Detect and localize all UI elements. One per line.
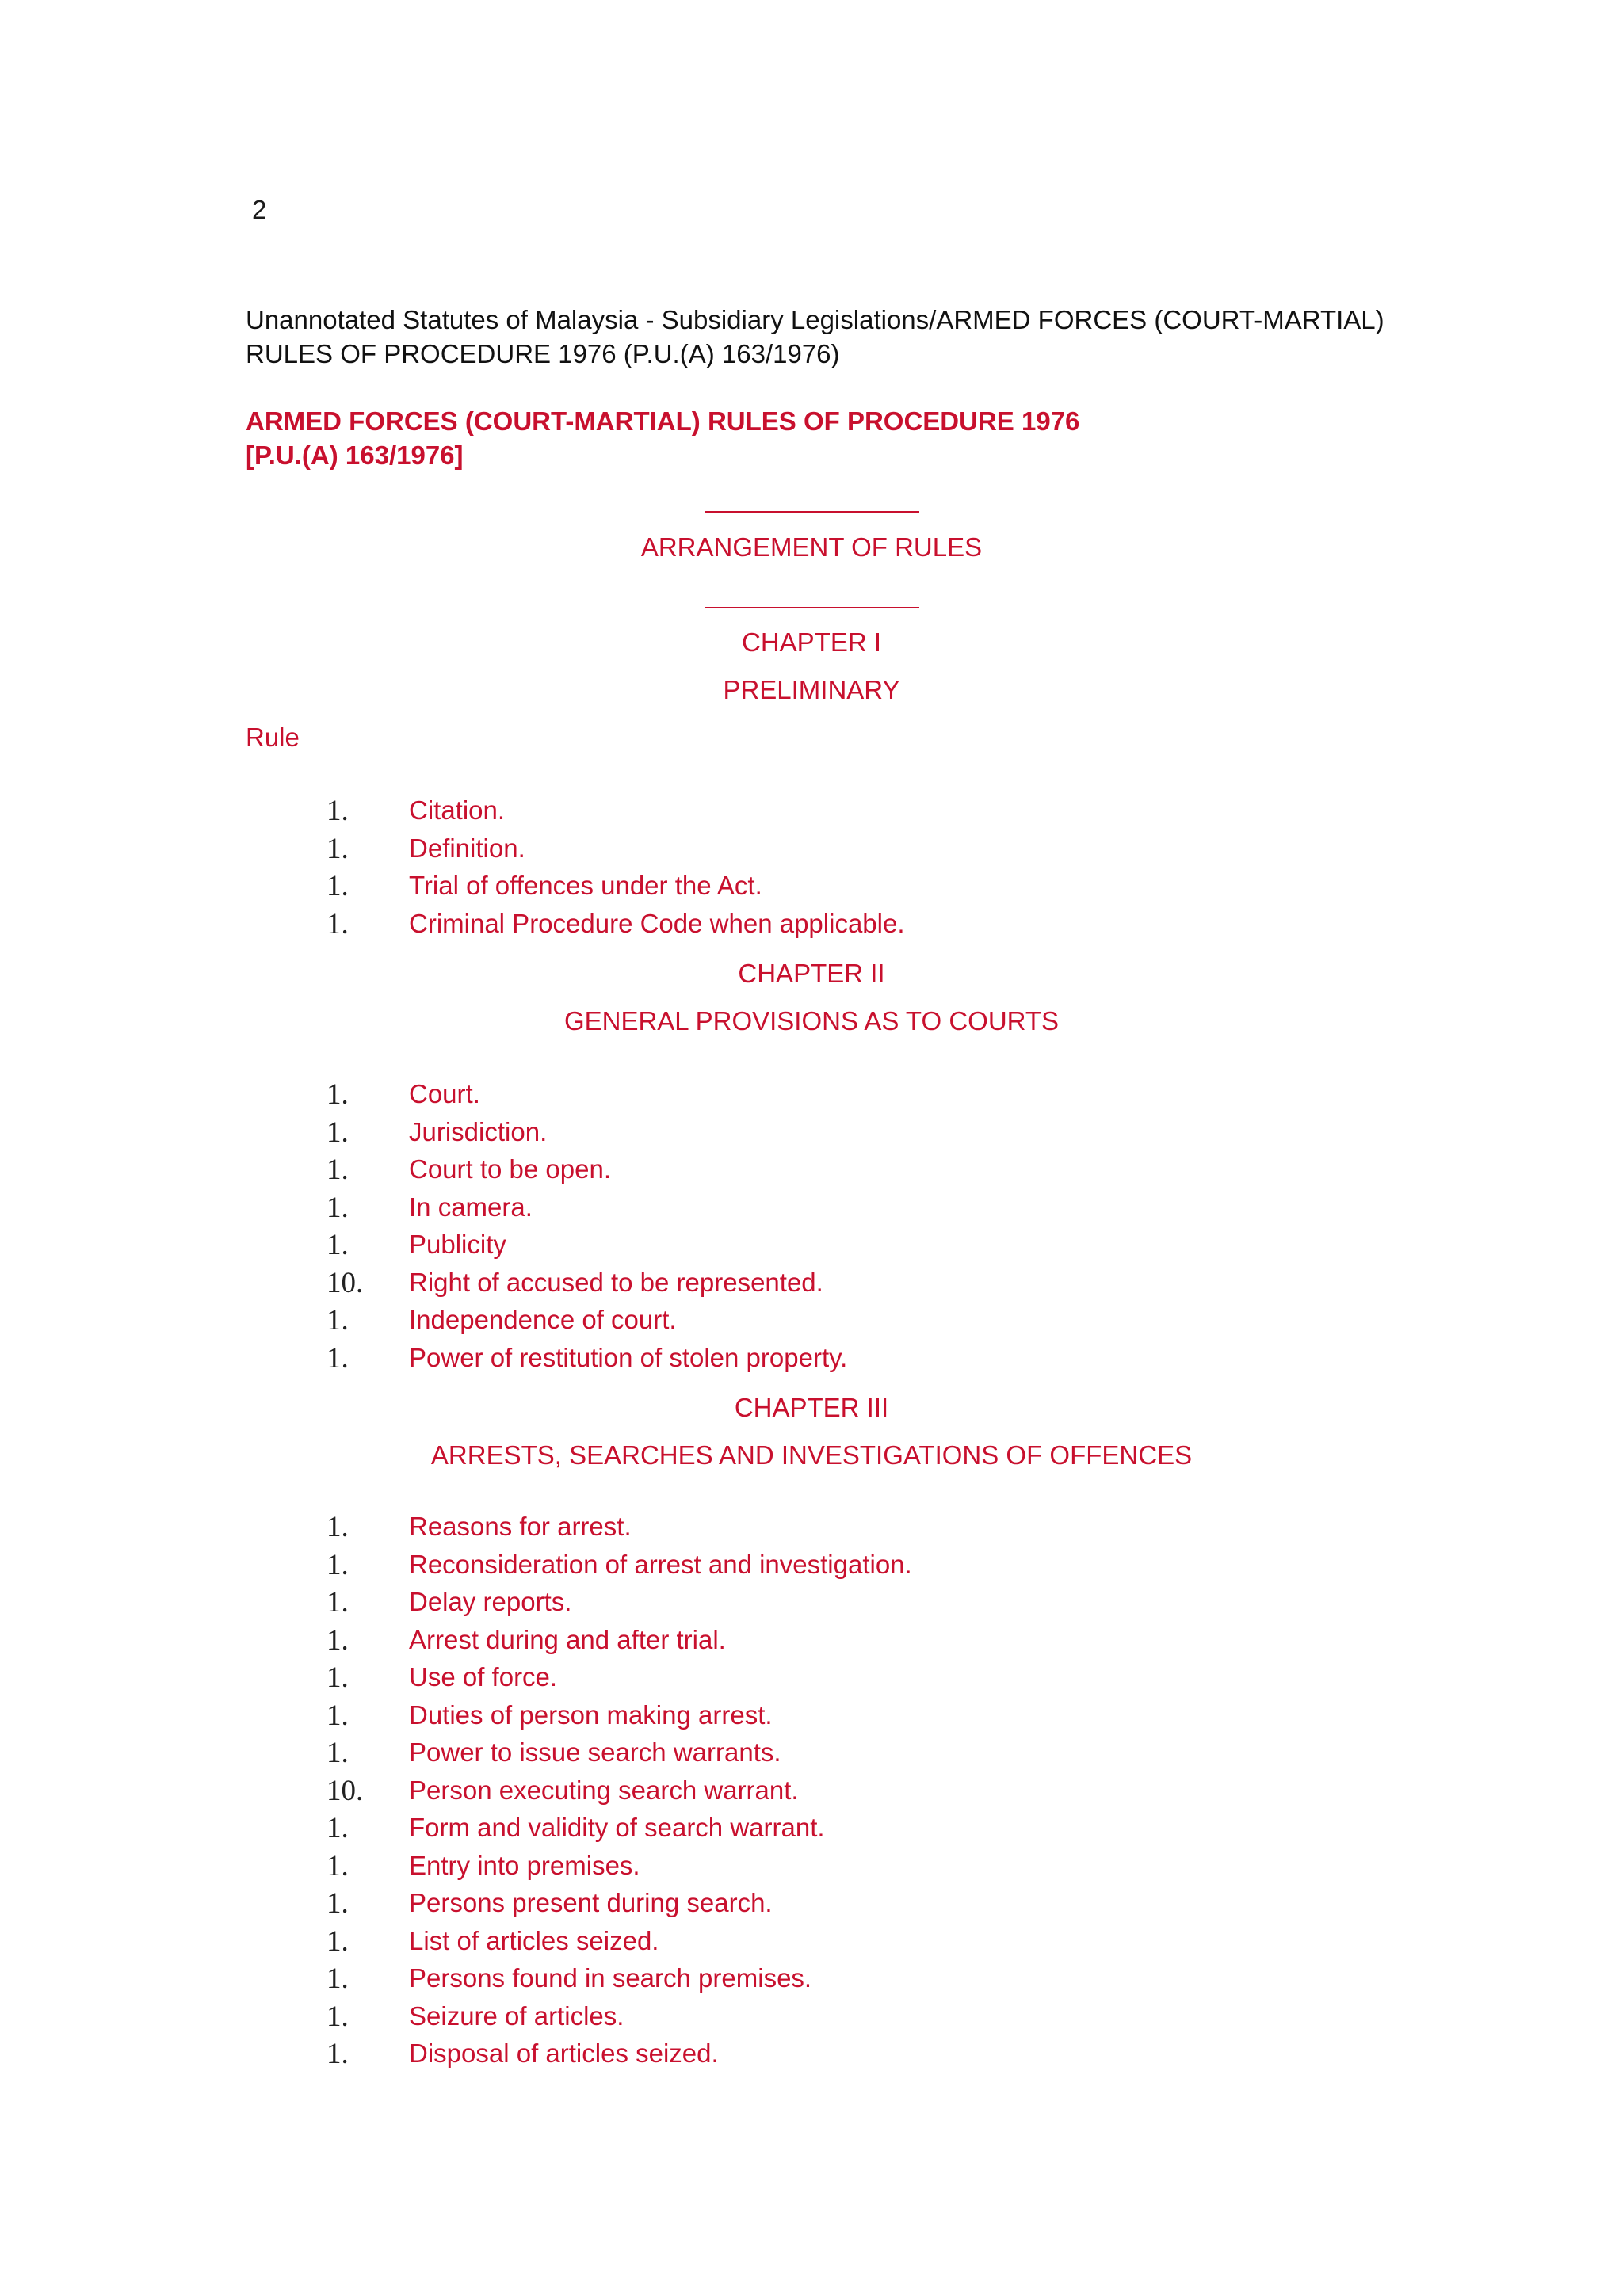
rule-title: Court. — [409, 1079, 480, 1108]
chapter-number: CHAPTER III — [734, 1393, 889, 1422]
rule-title: Seizure of articles. — [409, 2000, 624, 2031]
rule-title: Use of force. — [409, 1662, 558, 1691]
rule-title: List of articles seized. — [409, 1925, 659, 1955]
rule-title: Arrest during and after trial. — [409, 1624, 726, 1654]
rule-title: Persons present during search. — [409, 1888, 773, 1917]
rule-number: 1. — [327, 1962, 349, 1995]
rule-number: 1. — [327, 795, 349, 827]
rule-title: Persons found in search premises. — [409, 1963, 812, 1993]
rule-title: Definition. — [409, 833, 525, 863]
rule-number: 10. — [327, 1266, 364, 1299]
rule-title: Citation. — [409, 795, 506, 825]
rule-number: 1. — [327, 2000, 349, 2033]
rule-title: Delay reports. — [409, 1587, 572, 1616]
divider-line — [705, 607, 919, 608]
chapter-title: PRELIMINARY — [723, 675, 900, 704]
rule-number: 1. — [327, 1849, 349, 1882]
divider-line — [705, 511, 919, 513]
rule-number: 1. — [327, 1623, 349, 1657]
chapter-number: CHAPTER II — [738, 959, 885, 988]
rule-title: Court to be open. — [409, 1154, 612, 1184]
rule-number: 1. — [327, 1586, 349, 1619]
document-title — [246, 404, 1079, 472]
rule-number: 1. — [327, 1699, 349, 1732]
rule-number: 1. — [327, 870, 349, 902]
rule-title: Person executing search warrant. — [409, 1775, 799, 1805]
rule-number: 1. — [327, 1116, 349, 1149]
chapter-number: CHAPTER I — [741, 627, 882, 657]
breadcrumb: Unannotated Statutes of Malaysia - Subsidiary Legislations/ARMED FORCES (COURT-MARTIAL) RULES OF PROCEDURE 1976 (P.U.(A) 163/1976) — [246, 305, 1384, 368]
rule-number: 1. — [327, 832, 349, 865]
chapter-title: ARRESTS, SEARCHES AND INVESTIGATIONS OF OFFENCES — [430, 1440, 1193, 1470]
rule-number: 1. — [327, 1887, 349, 1920]
rule-title: Reconsideration of arrest and investigation. — [409, 1549, 912, 1579]
rule-title: Duties of person making arrest. — [409, 1699, 773, 1730]
rule-number: 1. — [327, 1812, 349, 1844]
rule-title: Form and validity of search warrant. — [409, 1813, 825, 1842]
rule-number: 1. — [327, 1304, 349, 1337]
document-title-line-1: ARMED FORCES (COURT-MARTIAL) RULES OF PROCEDURE 1976 — [246, 406, 1080, 436]
rule-title: Publicity — [409, 1230, 506, 1259]
rule-number: 1. — [327, 1341, 349, 1375]
chapter-title: GENERAL PROVISIONS AS TO COURTS — [563, 1006, 1060, 1035]
rule-number: 1. — [327, 1154, 349, 1186]
rule-title: In camera. — [409, 1192, 533, 1222]
rule-title: Jurisdiction. — [409, 1116, 548, 1146]
rule-number: 1. — [327, 1229, 349, 1261]
page-number: 2 — [252, 195, 267, 224]
rule-title: Criminal Procedure Code when applicable. — [409, 908, 905, 938]
rule-title: Power to issue search warrants. — [409, 1737, 781, 1767]
rule-title: Disposal of articles seized. — [409, 2039, 719, 2068]
rule-number: 1. — [327, 1661, 349, 1694]
rule-column-label: Rule — [246, 723, 300, 752]
rule-title: Right of accused to be represented. — [409, 1267, 823, 1297]
rule-number: 1. — [327, 1511, 349, 1543]
rule-title: Power of restitution of stolen property. — [409, 1342, 848, 1372]
rule-title: Entry into premises. — [409, 1850, 640, 1880]
arrangement-heading: ARRANGEMENT OF RULES — [640, 532, 983, 562]
rule-title: Trial of offences under the Act. — [409, 871, 762, 900]
rule-number: 1. — [327, 1548, 349, 1581]
document-title-line-2: [P.U.(A) 163/1976] — [246, 441, 464, 470]
rule-number: 10. — [327, 1774, 364, 1807]
rule-title: Reasons for arrest. — [409, 1512, 632, 1541]
rule-number: 1. — [327, 1078, 349, 1111]
rule-number: 1. — [327, 2038, 349, 2070]
rule-number: 1. — [327, 1737, 349, 1769]
rule-number: 1. — [327, 1191, 349, 1224]
rule-title: Independence of court. — [409, 1305, 677, 1334]
rule-number: 1. — [327, 907, 349, 940]
rule-number: 1. — [327, 1924, 349, 1958]
